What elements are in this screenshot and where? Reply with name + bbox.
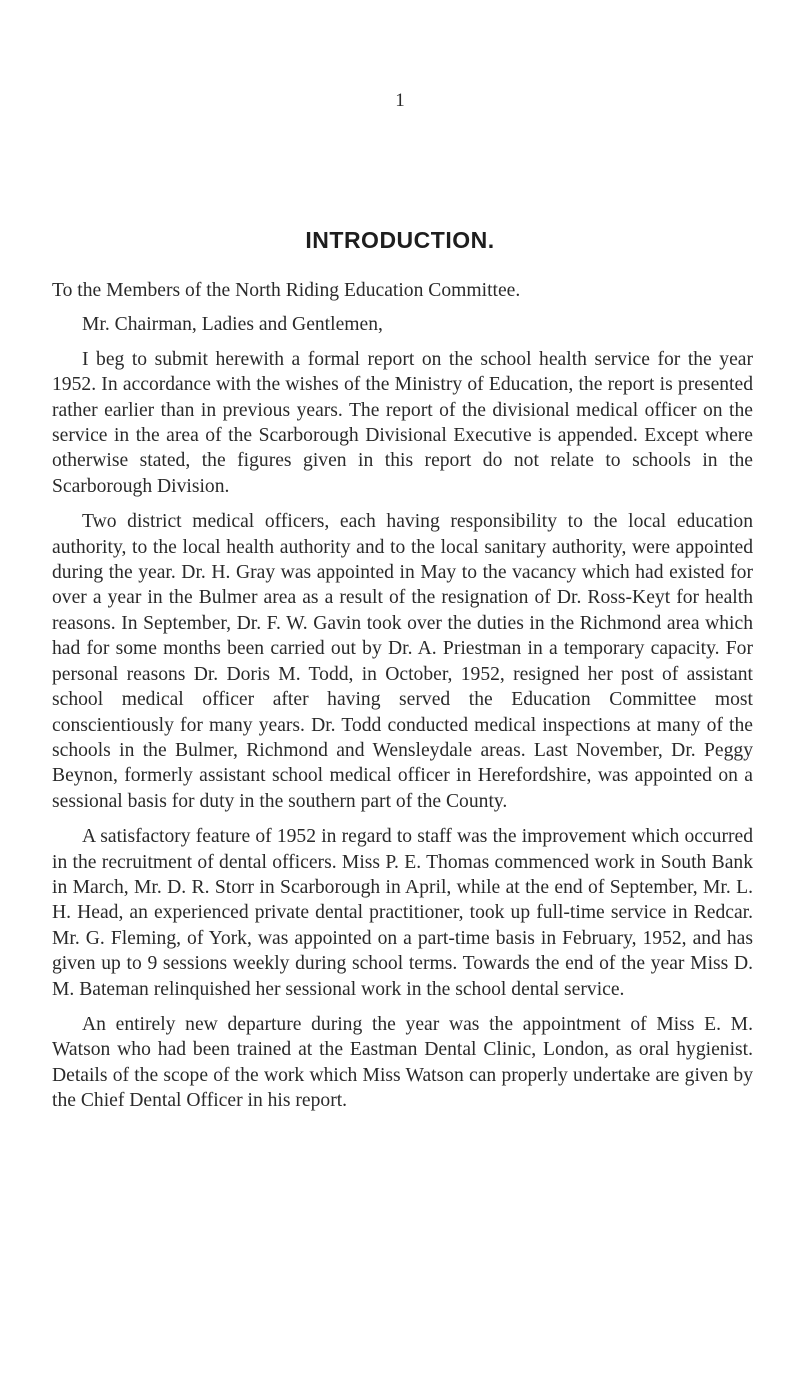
page-number: 1: [395, 90, 405, 111]
paragraph-report-submission: I beg to submit herewith a formal report on the school health service for the year 1952. In accordance with the wishes of the Ministry of Education, the report is presented rather earlier than in previous years. The report of the divisional medical officer on the service in the area of the Scarborough Divisional Executive is appended. Except where otherwise stated, the figures given in this report do not relate to schools in the Scarborough Division.: [52, 348, 753, 497]
paragraph-oral-hygienist: An entirely new departure during the year was the appointment of Miss E. M. Watson who had been trained at the Eastman Dental Clinic, London, as oral hygienist. Details of the scope of the work which Miss Watson can properly undertake are given by the Chief Dental Officer in his report.: [52, 1013, 753, 1112]
letter-body: [52, 278, 753, 1114]
paragraph-medical-officers: Two district medical officers, each having responsibility to the local education authority, to the local health authority and to the local sanitary authority, were appointed during the year. Dr. H. Gray was appointed in May to the vacancy which had existed for over a year in the Bulmer area as a result of the resignation of Dr. Ross-Keyt for health reasons. In September, Dr. F. W. Gavin took over the duties in the Richmond area which had for some months been carried out by Dr. A. Priestman in a temporary capacity. For personal reasons Dr. Doris M. Todd, in October, 1952, resigned her post of assistant school medical officer after having served the Education Committee most conscientiously for many years. Dr. Todd conducted medical inspections at many of the schools in the Bulmer, Richmond and Wensleydale areas. Last November, Dr. Peggy Beynon, formerly assistant school medical officer in Herefordshire, was appointed on a sessional basis for duty in the southern part of the County.: [52, 511, 753, 812]
page-title: INTRODUCTION.: [305, 227, 495, 253]
salutation-line: Mr. Chairman, Ladies and Gentlemen,: [82, 314, 383, 336]
paragraph-dental-officers: A satisfactory feature of 1952 in regard to staff was the improvement which occurred in the recruitment of dental officers. Miss P. E. Thomas commenced work in South Bank in March, Mr. D. R. Storr in Scarborough in April, while at the end of September, Mr. L. H. Head, an experienced private dental practitioner, took up full-time service in Redcar. Mr. G. Fleming, of York, was appointed on a part-time basis in February, 1952, and has given up to 9 sessions weekly during school terms. Towards the end of the year Miss D. M. Bateman relinquished her sessional work in the school dental service.: [52, 826, 753, 1000]
addressee-line: To the Members of the North Riding Education Committee.: [52, 280, 521, 301]
